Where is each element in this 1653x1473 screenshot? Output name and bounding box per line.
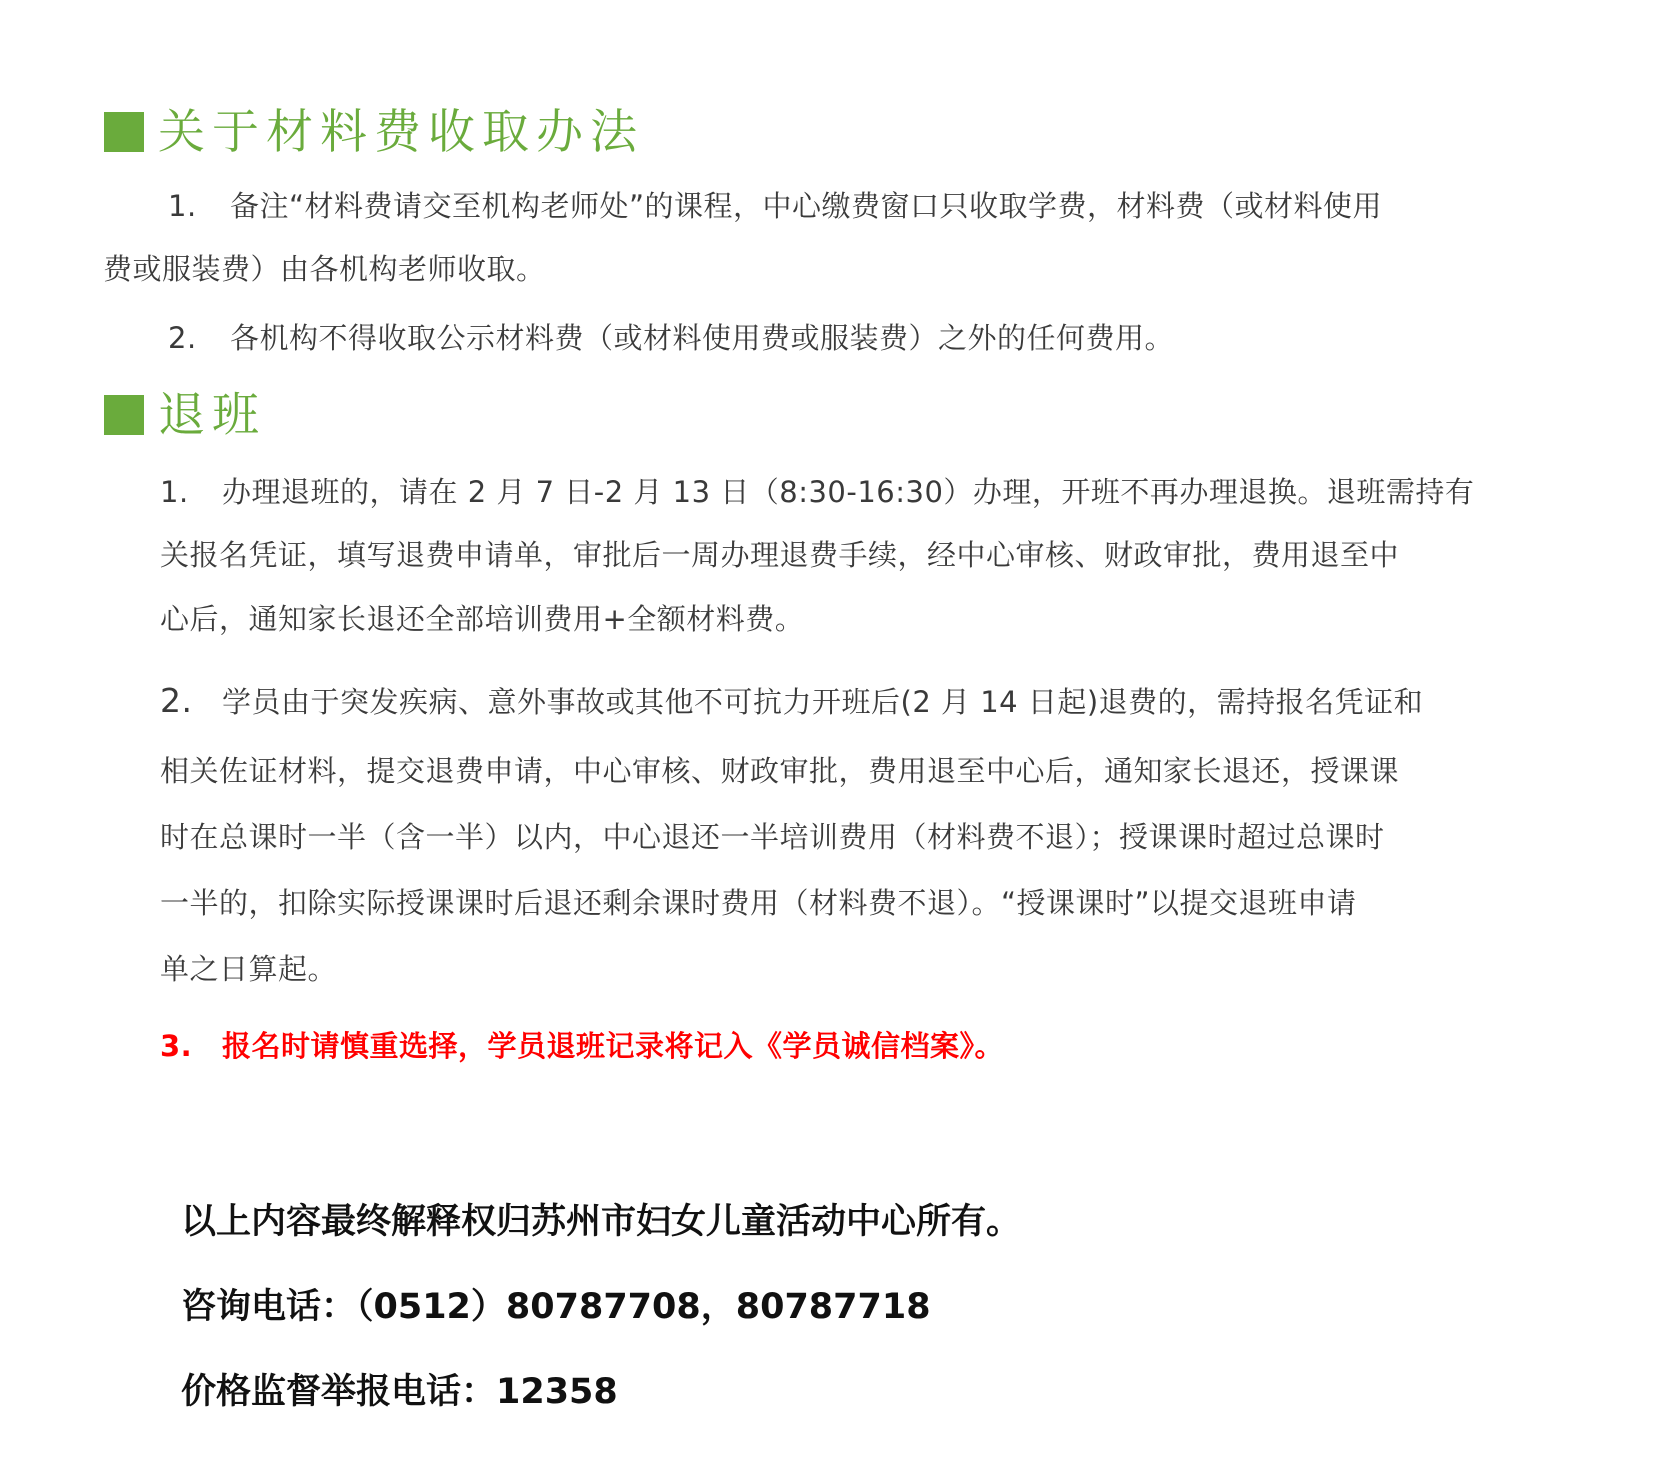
withdrawal-item-1-line-3: 心后，通知家长退还全部培训费用+全额材料费。 <box>160 602 805 636</box>
rights-statement: 以上内容最终解释权归苏州市妇女儿童活动中心所有。 <box>181 1202 1022 1242</box>
section-title: 关于材料费收取办法 <box>158 104 644 160</box>
material-fee-item-1-line-2: 费或服装费）由各机构老师收取。 <box>103 252 546 286</box>
withdrawal-item-2-line-3: 时在总课时一半（含一半）以内，中心退还一半培训费用（材料费不退）；授课课时超过总课时 <box>160 820 1385 854</box>
withdrawal-item-2-line-5: 单之日算起。 <box>160 952 338 986</box>
warning-text: 报名时请慎重选择，学员退班记录将记入《学员诚信档案》。 <box>222 1029 1005 1063</box>
withdrawal-item-2-line-2: 相关佐证材料，提交退费申请，中心审核、财政审批，费用退至中心后，通知家长退还，授课课 <box>160 754 1400 788</box>
withdrawal-warning <box>160 1029 1005 1063</box>
withdrawal-item-1-line-1 <box>160 475 1475 509</box>
price-supervision-phone: 价格监督举报电话：12358 <box>181 1372 618 1412</box>
withdrawal-item-2-line-4: 一半的，扣除实际授课课时后退还剩余课时费用（材料费不退）。“授课课时”以提交退班申请 <box>160 886 1357 920</box>
material-fee-item-2 <box>168 321 1175 355</box>
square-bullet-icon <box>104 112 144 152</box>
item-number: 2. <box>168 321 197 355</box>
withdrawal-item-1-line-2: 关报名凭证，填写退费申请单，审批后一周办理退费手续，经中心审核、财政审批，费用退至中 <box>160 538 1400 572</box>
withdrawal-item-2-line-1 <box>160 681 1424 720</box>
material-fee-item-1-line-1 <box>168 189 1383 223</box>
item-number: 1. <box>160 475 189 509</box>
item-text: 学员由于突发疾病、意外事故或其他不可抗力开班后(2 月 14 日起)退费的，需持报名凭证和 <box>222 685 1424 719</box>
square-bullet-icon <box>104 395 144 435</box>
item-text: 备注“材料费请交至机构老师处”的课程，中心缴费窗口只收取学费，材料费（或材料使用 <box>230 189 1383 223</box>
section-heading-withdrawal <box>104 380 266 450</box>
section-title: 退班 <box>158 387 266 443</box>
item-number: 3. <box>160 1029 193 1063</box>
consult-phone: 咨询电话：（0512）80787708，80787718 <box>181 1287 931 1327</box>
item-text: 办理退班的，请在 2 月 7 日-2 月 13 日（8:30-16:30）办理，开班不再办理退换。退班需持有 <box>222 475 1475 509</box>
item-number: 2. <box>160 681 193 720</box>
item-number: 1. <box>168 189 197 223</box>
section-heading-material-fee <box>104 97 644 167</box>
item-text: 各机构不得收取公示材料费（或材料使用费或服装费）之外的任何费用。 <box>230 321 1175 355</box>
